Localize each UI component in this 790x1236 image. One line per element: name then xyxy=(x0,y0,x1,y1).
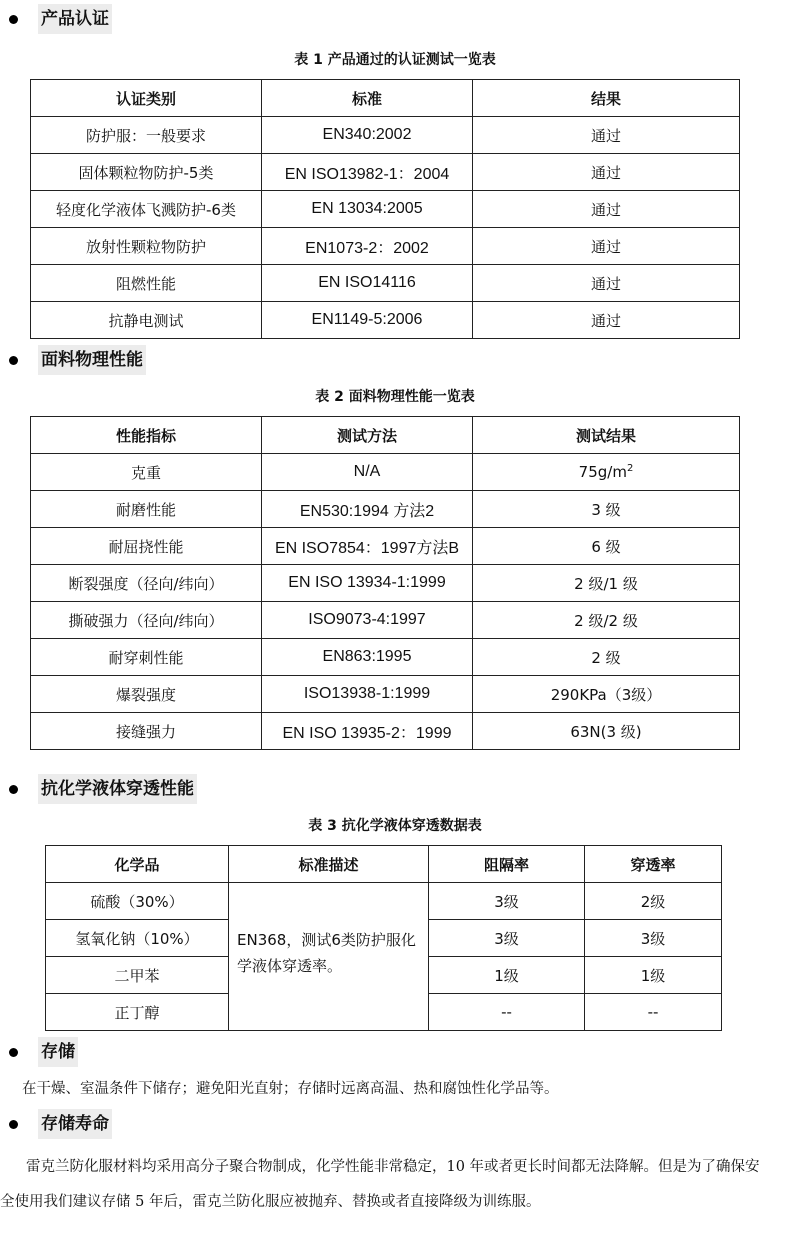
bullet-icon xyxy=(9,1120,18,1129)
table-cell: 2级 xyxy=(585,883,722,920)
table-row xyxy=(31,676,740,713)
table-cell: 抗静电测试 xyxy=(31,302,262,339)
table-row xyxy=(31,713,740,750)
table-cell: EN 13034:2005 xyxy=(262,191,473,228)
table1-header-row xyxy=(31,80,740,117)
table-header-cell: 测试方法 xyxy=(262,417,473,454)
table-cell: ISO9073-4:1997 xyxy=(262,602,473,639)
table-row xyxy=(31,265,740,302)
table-cell: 接缝强力 xyxy=(31,713,262,750)
table-row xyxy=(31,565,740,602)
table-cell: 氢氧化钠（10%） xyxy=(46,920,229,957)
table-header-cell: 穿透率 xyxy=(585,846,722,883)
table-cell: EN863:1995 xyxy=(262,639,473,676)
table-cell: 硫酸（30%） xyxy=(46,883,229,920)
table-header-cell: 阻隔率 xyxy=(429,846,585,883)
section-title: 存储 xyxy=(38,1037,78,1067)
table-row xyxy=(31,228,740,265)
table2 xyxy=(30,416,740,750)
table-row xyxy=(31,639,740,676)
table-cell: 撕破强力（径向/纬向） xyxy=(31,602,262,639)
table1-caption: 表 1 产品通过的认证测试一览表 xyxy=(294,52,496,68)
table-row xyxy=(31,191,740,228)
table-row xyxy=(31,602,740,639)
table-row xyxy=(31,528,740,565)
table-cell: 通过 xyxy=(473,302,740,339)
table-cell: 2 级/2 级 xyxy=(473,602,740,639)
table-cell: 290KPa（3级） xyxy=(473,676,740,713)
table-cell: 2 级 xyxy=(473,639,740,676)
table-cell: 克重 xyxy=(31,454,262,491)
table-cell: 1级 xyxy=(429,957,585,994)
table3 xyxy=(45,845,722,1031)
section-title: 抗化学液体穿透性能 xyxy=(38,774,197,804)
table-row xyxy=(31,154,740,191)
table-cell: 通过 xyxy=(473,191,740,228)
table-cell: 固体颗粒物防护-5类 xyxy=(31,154,262,191)
table-cell: 2 级/1 级 xyxy=(473,565,740,602)
table-row xyxy=(31,302,740,339)
table-row xyxy=(31,117,740,154)
table-row xyxy=(31,491,740,528)
table-header-cell: 结果 xyxy=(473,80,740,117)
table-cell: -- xyxy=(429,994,585,1031)
table-cell: 耐磨性能 xyxy=(31,491,262,528)
bullet-icon xyxy=(9,356,18,365)
table-cell: EN340:2002 xyxy=(262,117,473,154)
table-header-cell: 认证类别 xyxy=(31,80,262,117)
table-header-cell: 标准描述 xyxy=(229,846,429,883)
table-cell: EN530:1994 方法2 xyxy=(262,491,473,528)
section-title: 面料物理性能 xyxy=(38,345,146,375)
cell-value: 75g/m xyxy=(578,463,627,481)
table-cell: 防护服：一般要求 xyxy=(31,117,262,154)
table-cell: EN1073-2：2002 xyxy=(262,228,473,265)
table-cell: 63N(3 级) xyxy=(473,713,740,750)
table-header-cell: 标准 xyxy=(262,80,473,117)
bullet-icon xyxy=(9,785,18,794)
table-cell: EN1149-5:2006 xyxy=(262,302,473,339)
table-cell: 3级 xyxy=(585,920,722,957)
table-header-cell: 化学品 xyxy=(46,846,229,883)
shelf-life-paragraph: 雷克兰防化服材料均采用高分子聚合物制成，化学性能非常稳定，10 年或者更长时间都无法降解。但是为了确保安全使用我们建议存储 5 年后，雷克兰防化服应被抛弃、替换或者直接降级为训练服。 xyxy=(0,1159,760,1210)
table-header-cell: 测试结果 xyxy=(473,417,740,454)
section-title: 存储寿命 xyxy=(38,1109,112,1139)
table-cell: -- xyxy=(585,994,722,1031)
storage-paragraph: 在干燥、室温条件下储存；避免阳光直射；存储时远离高温、热和腐蚀性化学品等。 xyxy=(22,1081,559,1097)
table-cell: 3级 xyxy=(429,920,585,957)
table-row xyxy=(31,454,740,491)
table-cell: 轻度化学液体飞溅防护-6类 xyxy=(31,191,262,228)
table-cell: 放射性颗粒物防护 xyxy=(31,228,262,265)
table-cell: 爆裂强度 xyxy=(31,676,262,713)
table-cell: 断裂强度（径向/纬向） xyxy=(31,565,262,602)
table3-header-row xyxy=(46,846,722,883)
table-cell: EN ISO14116 xyxy=(262,265,473,302)
table-cell xyxy=(473,454,740,491)
table-cell: 耐穿刺性能 xyxy=(31,639,262,676)
table-header-cell: 性能指标 xyxy=(31,417,262,454)
table-cell: 正丁醇 xyxy=(46,994,229,1031)
table3-caption: 表 3 抗化学液体穿透数据表 xyxy=(308,818,482,834)
table-cell: 6 级 xyxy=(473,528,740,565)
table-cell: EN ISO 13934-1:1999 xyxy=(262,565,473,602)
table-row xyxy=(46,883,722,920)
table-cell: EN ISO13982-1：2004 xyxy=(262,154,473,191)
unit-superscript: 2 xyxy=(626,463,634,474)
table-cell: 3 级 xyxy=(473,491,740,528)
table-cell: 3级 xyxy=(429,883,585,920)
table-cell: 通过 xyxy=(473,117,740,154)
table-cell: ISO13938-1:1999 xyxy=(262,676,473,713)
table-cell: 二甲苯 xyxy=(46,957,229,994)
table-cell: 1级 xyxy=(585,957,722,994)
table-cell: 通过 xyxy=(473,154,740,191)
table-cell: N/A xyxy=(262,454,473,491)
table-cell: 阻燃性能 xyxy=(31,265,262,302)
table-cell: 通过 xyxy=(473,228,740,265)
table1 xyxy=(30,79,740,339)
table2-caption: 表 2 面料物理性能一览表 xyxy=(315,389,475,405)
standard-description-cell: EN368，测试6类防护服化学液体穿透率。 xyxy=(229,883,429,1031)
table-cell: 通过 xyxy=(473,265,740,302)
table-cell: 耐屈挠性能 xyxy=(31,528,262,565)
table-cell: EN ISO7854：1997方法B xyxy=(262,528,473,565)
table-cell: EN ISO 13935-2：1999 xyxy=(262,713,473,750)
bullet-icon xyxy=(9,15,18,24)
section-title: 产品认证 xyxy=(38,4,112,34)
table2-header-row xyxy=(31,417,740,454)
bullet-icon xyxy=(9,1048,18,1057)
